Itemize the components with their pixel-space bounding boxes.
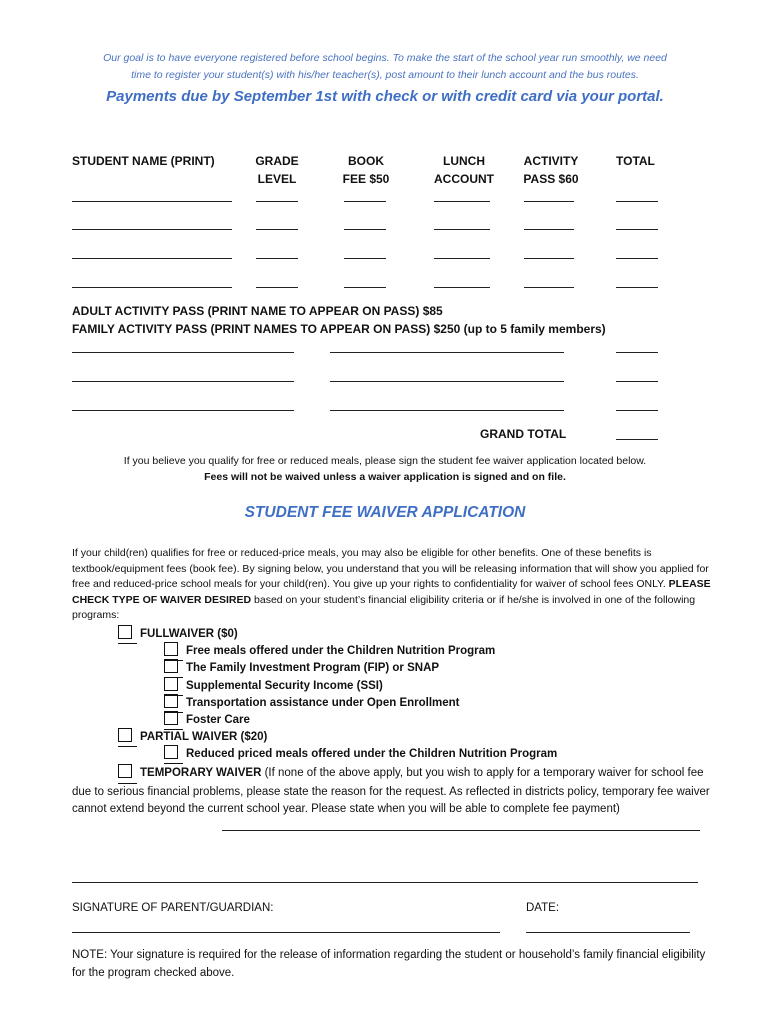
temporary-waiver-option <box>72 764 712 819</box>
pass-amount-field[interactable] <box>616 352 658 353</box>
waiver-paragraph <box>72 546 712 624</box>
book-fee-field[interactable] <box>344 201 386 202</box>
full-waiver-checkbox[interactable] <box>118 625 132 639</box>
col-header-text: STUDENT NAME (PRINT) <box>72 154 215 168</box>
row-total-field[interactable] <box>616 258 658 259</box>
grade-level-field[interactable] <box>256 258 298 259</box>
temporary-waiver-text: (If none of the above apply, but you wish to apply for a temporary waiver for school fee due to serious financial problems, please state the reason for the request. As reflected in districts policy, temporary fee waiver cannot extend beyond the current school year. Please state when you will be able to complete fee payment) <box>72 767 710 816</box>
student-name-field[interactable] <box>72 258 232 259</box>
intro-text <box>60 50 710 84</box>
checkbox-wrapper <box>164 745 183 764</box>
date-field[interactable] <box>526 932 690 933</box>
activity-pass-field[interactable] <box>524 201 574 202</box>
col-header-text: BOOK <box>348 154 384 168</box>
pass-name-field[interactable] <box>72 410 294 411</box>
col-total <box>616 152 655 170</box>
lunch-account-field[interactable] <box>434 287 490 288</box>
signature-label: SIGNATURE OF PARENT/GUARDIAN: <box>72 902 274 914</box>
checkbox-wrapper <box>164 659 183 678</box>
col-activity-pass <box>518 152 584 188</box>
partial-waiver-label: PARTIAL WAIVER ($20) <box>140 731 268 743</box>
note-text: NOTE: Your signature is required for the release of information regarding the student or household’s family financial eligibility for the program checked above. <box>72 949 706 979</box>
col-lunch-account <box>428 152 500 188</box>
checkbox-wrapper <box>118 728 137 747</box>
partial-option-item <box>164 745 557 764</box>
grade-level-field[interactable] <box>256 287 298 288</box>
col-book-fee <box>336 152 396 188</box>
checkbox-wrapper <box>118 764 137 784</box>
fee-payment-field[interactable] <box>222 830 700 831</box>
col-header-text: TOTAL <box>616 154 655 168</box>
waiver-paragraph-text: based on your student’s financial eligibility criteria or if he/she is involved in one of the following programs: <box>72 593 696 622</box>
col-header-text: LEVEL <box>257 172 297 186</box>
intro-line-1: Our goal is to have everyone registered before school begins. To make the start of the school year run smoothly, we need <box>103 52 667 64</box>
pass-name-field[interactable] <box>72 352 294 353</box>
row-total-field[interactable] <box>616 201 658 202</box>
waiver-title: STUDENT FEE WAIVER APPLICATION <box>244 504 526 521</box>
option-label: Reduced priced meals offered under the Children Nutrition Program <box>186 748 558 760</box>
checkbox[interactable] <box>164 711 178 725</box>
lunch-account-field[interactable] <box>434 229 490 230</box>
pass-name-field[interactable] <box>330 410 564 411</box>
signature-field[interactable] <box>72 932 500 933</box>
checkbox-wrapper <box>118 625 137 644</box>
grand-total-label: GRAND TOTAL <box>480 427 567 441</box>
row-total-field[interactable] <box>616 229 658 230</box>
book-fee-field[interactable] <box>344 258 386 259</box>
book-fee-field[interactable] <box>344 287 386 288</box>
col-header-text: ACCOUNT <box>434 172 494 186</box>
full-option-item <box>164 659 439 678</box>
temporary-waiver-label: TEMPORARY WAIVER <box>140 767 262 779</box>
student-name-field[interactable] <box>72 201 232 202</box>
payments-heading: Payments due by September 1st with check or with credit card via your portal. <box>106 88 664 105</box>
activity-pass-field[interactable] <box>524 229 574 230</box>
row-total-field[interactable] <box>616 287 658 288</box>
lunch-account-field[interactable] <box>434 201 490 202</box>
intro-line-2: time to register your student(s) with his/her teacher(s), post amount to their lunch account and the bus routes. <box>131 69 639 81</box>
checkbox[interactable] <box>164 642 178 656</box>
option-label: The Family Investment Program (FIP) or SNAP <box>186 662 440 674</box>
col-header-text: ACTIVITY <box>523 154 579 168</box>
checkbox[interactable] <box>164 659 178 673</box>
grand-total-field[interactable] <box>616 439 658 440</box>
option-label: Foster Care <box>186 714 250 726</box>
temporary-waiver-checkbox[interactable] <box>118 764 132 778</box>
col-header-text: FEE $50 <box>342 172 390 186</box>
family-pass-label: FAMILY ACTIVITY PASS (PRINT NAMES TO APPEAR ON PASS) $250 (up to 5 family members) <box>72 322 606 336</box>
student-name-field[interactable] <box>72 287 232 288</box>
adult-pass-label: ADULT ACTIVITY PASS (PRINT NAME TO APPEAR ON PASS) $85 <box>72 304 443 318</box>
pass-name-field[interactable] <box>330 381 564 382</box>
pass-amount-field[interactable] <box>616 381 658 382</box>
grade-level-field[interactable] <box>256 229 298 230</box>
col-header-text: LUNCH <box>443 154 485 168</box>
col-header-text: GRADE <box>255 154 299 168</box>
book-fee-field[interactable] <box>344 229 386 230</box>
grade-level-field[interactable] <box>256 201 298 202</box>
full-waiver-label: FULLWAIVER ($0) <box>140 628 238 640</box>
lunch-account-field[interactable] <box>434 258 490 259</box>
date-label: DATE: <box>526 902 560 914</box>
pass-name-field[interactable] <box>330 352 564 353</box>
col-header-text: PASS $60 <box>523 172 579 186</box>
col-grade-level <box>248 152 306 188</box>
waiver-paragraph-text: If your child(ren) qualifies for free or reduced-price meals, you may also be eligible for other benefits. One of these benefits is textbook/equipment fees (book fee). By signing below, you understand that you will be releasing information that will show you applied for free and reduced-price school meals for your child(ren). You give up your rights to confidentiality for waiver of school fees ONLY. <box>72 547 709 591</box>
pass-name-field[interactable] <box>72 381 294 382</box>
activity-pass-field[interactable] <box>524 287 574 288</box>
partial-waiver-checkbox[interactable] <box>118 728 132 742</box>
student-name-field[interactable] <box>72 229 232 230</box>
checkbox[interactable] <box>164 745 178 759</box>
waiver-warning: Fees will not be waived unless a waiver application is signed and on file. <box>204 471 566 483</box>
col-student-name <box>72 152 215 170</box>
option-label: Transportation assistance under Open Enrollment <box>186 697 460 709</box>
option-label: Supplemental Security Income (SSI) <box>186 680 383 692</box>
pass-amount-field[interactable] <box>616 410 658 411</box>
checkbox[interactable] <box>164 694 178 708</box>
waiver-paragraph-emphasis: PLEASE CHECK TYPE OF WAIVER DESIRED <box>72 578 711 606</box>
waiver-notice: If you believe you qualify for free or reduced meals, please sign the student fee waiver application located below. <box>123 455 647 467</box>
activity-pass-field[interactable] <box>524 258 574 259</box>
option-label: Free meals offered under the Children Nutrition Program <box>186 645 496 657</box>
checkbox[interactable] <box>164 677 178 691</box>
reason-field[interactable] <box>72 882 698 883</box>
